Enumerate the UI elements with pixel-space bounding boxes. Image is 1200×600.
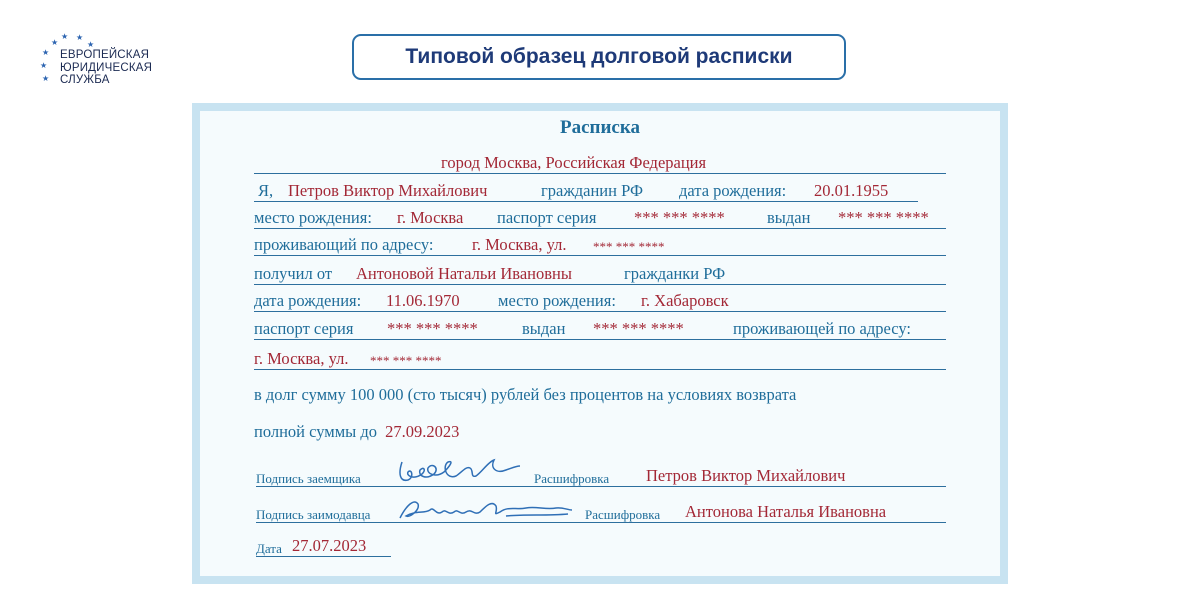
logo xyxy=(38,30,178,94)
borrower-prefix: Я, xyxy=(258,181,274,200)
borrower-citizenship: гражданин РФ xyxy=(541,181,644,200)
svg-text:★: ★ xyxy=(87,40,95,49)
borrower-issued: *** *** **** xyxy=(838,208,929,227)
borrower-handwritten-signature xyxy=(396,452,526,488)
svg-text:★: ★ xyxy=(42,48,50,57)
svg-text:★: ★ xyxy=(40,61,48,70)
date-label: Дата xyxy=(256,541,282,556)
lender-name: Антоновой Натальи Ивановны xyxy=(356,264,572,283)
lender-signature-line xyxy=(256,502,946,523)
svg-text:★: ★ xyxy=(51,38,59,47)
borrower-signature-label: Подпись заемщика xyxy=(256,471,361,486)
lender-birthplace: г. Хабаровск xyxy=(641,291,729,310)
lender-issued-label: выдан xyxy=(522,319,566,338)
lender-dob: 11.06.1970 xyxy=(386,291,460,310)
svg-text:★: ★ xyxy=(61,32,69,41)
borrower-issued-label: выдан xyxy=(767,208,811,227)
lender-address-line xyxy=(254,349,946,370)
borrower-passport-line xyxy=(254,208,946,229)
borrower-address-mask: *** *** **** xyxy=(593,239,665,254)
lender-citizenship: гражданки РФ xyxy=(624,264,726,283)
page-title-box xyxy=(352,34,846,80)
lender-address-mask: *** *** **** xyxy=(370,353,442,368)
lender-birthplace-label: место рождения: xyxy=(498,291,616,310)
svg-text:★: ★ xyxy=(76,33,84,42)
svg-text:★: ★ xyxy=(42,74,50,83)
logo-line-3: СЛУЖБА xyxy=(60,74,110,86)
borrower-name: Петров Виктор Михайлович xyxy=(288,181,488,200)
borrower-address: г. Москва, ул. xyxy=(472,235,567,254)
terms-line-2 xyxy=(254,422,459,442)
borrower-birthplace: г. Москва xyxy=(397,208,464,227)
lender-dob-line xyxy=(254,291,946,312)
lender-address-label: проживающей по адресу: xyxy=(733,319,911,338)
lender-passport: *** *** **** xyxy=(387,319,478,338)
logo-line-2: ЮРИДИЧЕСКАЯ xyxy=(60,61,153,74)
borrower-address-label: проживающий по адресу: xyxy=(254,235,434,254)
terms-line-1: в долг сумму 100 000 (сто тысяч) рублей без процентов на условиях возврата xyxy=(254,385,797,404)
due-date: 27.09.2023 xyxy=(385,422,460,441)
lender-issued: *** *** **** xyxy=(593,319,684,338)
lender-signature-label: Подпись заимодавца xyxy=(256,507,371,522)
borrower-decoding-name: Петров Виктор Михайлович xyxy=(646,466,846,485)
borrower-birthplace-label: место рождения: xyxy=(254,208,372,227)
city-value: город Москва, Российская Федерация xyxy=(441,153,707,172)
city-line xyxy=(254,153,946,174)
logo-text xyxy=(60,49,152,87)
received-label: получил от xyxy=(254,264,333,283)
borrower-passport: *** *** **** xyxy=(634,208,725,227)
date-value: 27.07.2023 xyxy=(292,536,367,555)
lender-passport-line xyxy=(254,319,946,340)
document-title: Расписка xyxy=(559,117,641,138)
lender-address: г. Москва, ул. xyxy=(254,349,349,368)
borrower-line xyxy=(254,181,918,202)
borrower-signature-line xyxy=(256,466,946,487)
borrower-dob-label: дата рождения: xyxy=(679,181,787,200)
borrower-address-line xyxy=(254,235,946,256)
page-title: Типовой образец долговой расписки xyxy=(405,45,793,68)
lender-dob-label: дата рождения: xyxy=(254,291,362,310)
lender-line xyxy=(254,264,946,285)
borrower-dob: 20.01.1955 xyxy=(814,181,889,200)
terms-due-label: полной суммы до xyxy=(254,422,378,441)
logo-line-1: ЕВРОПЕЙСКАЯ xyxy=(60,49,150,61)
borrower-decoding-label: Расшифровка xyxy=(534,471,610,486)
lender-decoding-name: Антонова Наталья Ивановна xyxy=(685,502,887,521)
date-line xyxy=(256,536,391,557)
lender-passport-label: паспорт серия xyxy=(254,319,354,338)
lender-decoding-label: Расшифровка xyxy=(585,507,661,522)
borrower-passport-label: паспорт серия xyxy=(497,208,597,227)
lender-handwritten-signature xyxy=(396,496,576,526)
